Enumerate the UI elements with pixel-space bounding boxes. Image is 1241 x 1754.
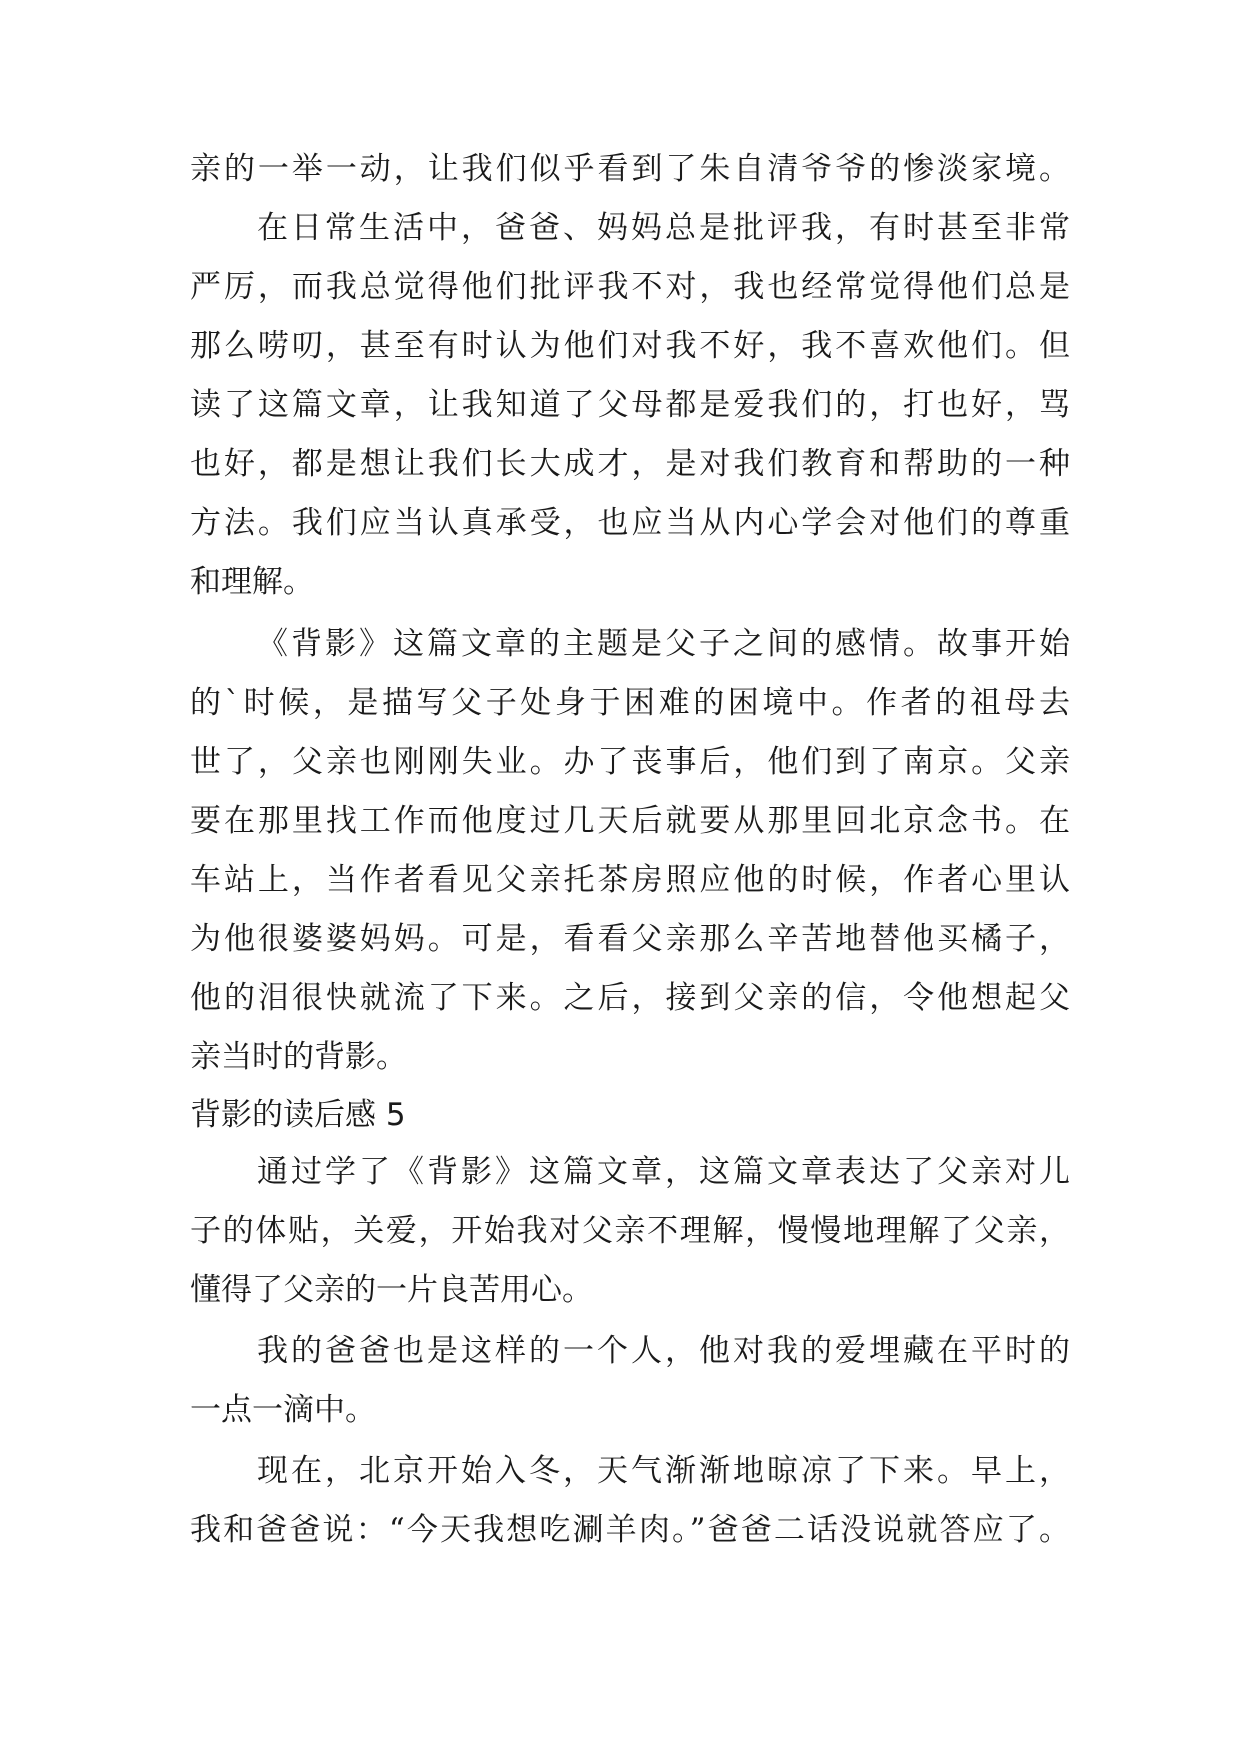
text-line-21: 我的爸爸也是这样的一个人，他对我的爱埋藏在平时的	[257, 1333, 1070, 1369]
text-line-7: 方法。我们应当认真承受，也应当从内心学会对他们的尊重	[190, 505, 1070, 541]
text-line-6: 也好，都是想让我们长大成才，是对我们教育和帮助的一种	[190, 446, 1070, 482]
text-line-23: 现在，北京开始入冬，天气渐渐地晾凉了下来。早上，	[257, 1453, 1070, 1489]
text-line-22: 一点一滴中。	[190, 1392, 376, 1428]
text-line-2: 在日常生活中，爸爸、妈妈总是批评我，有时甚至非常	[257, 210, 1070, 246]
text-line-20: 懂得了父亲的一片良苦用心。	[190, 1272, 593, 1308]
text-line-14: 为他很婆婆妈妈。可是，看看父亲那么辛苦地替他买橘子，	[190, 921, 1070, 957]
text-line-3: 严厉，而我总觉得他们批评我不对，我也经常觉得他们总是	[190, 269, 1070, 305]
text-line-12: 要在那里找工作而他度过几天后就要从那里回北京念书。在	[190, 803, 1070, 839]
text-line-11: 世了，父亲也刚刚失业。办了丧事后，他们到了南京。父亲	[190, 744, 1070, 780]
text-line-5: 读了这篇文章，让我知道了父母都是爱我们的，打也好，骂	[190, 387, 1070, 423]
text-line-4: 那么唠叨，甚至有时认为他们对我不好，我不喜欢他们。但	[190, 328, 1070, 364]
text-line-10: 的`时候，是描写父子处身于困难的困境中。作者的祖母去	[190, 685, 1070, 721]
text-line-1: 亲的一举一动，让我们似乎看到了朱自清爷爷的惨淡家境。	[190, 151, 1070, 187]
text-line-8: 和理解。	[190, 564, 314, 600]
section-heading: 背影的读后感 5	[190, 1097, 406, 1133]
text-line-16: 亲当时的背影。	[190, 1039, 407, 1075]
text-line-9: 《背影》这篇文章的主题是父子之间的感情。故事开始	[257, 626, 1070, 662]
text-line-19: 子的体贴，关爱，开始我对父亲不理解，慢慢地理解了父亲，	[190, 1213, 1070, 1249]
text-line-24: 我和爸爸说：“今天我想吃涮羊肉。”爸爸二话没说就答应了。	[190, 1512, 1070, 1548]
text-line-18: 通过学了《背影》这篇文章，这篇文章表达了父亲对儿	[257, 1154, 1070, 1190]
text-line-13: 车站上，当作者看见父亲托茶房照应他的时候，作者心里认	[190, 862, 1070, 898]
text-line-15: 他的泪很快就流了下来。之后，接到父亲的信，令他想起父	[190, 980, 1070, 1016]
